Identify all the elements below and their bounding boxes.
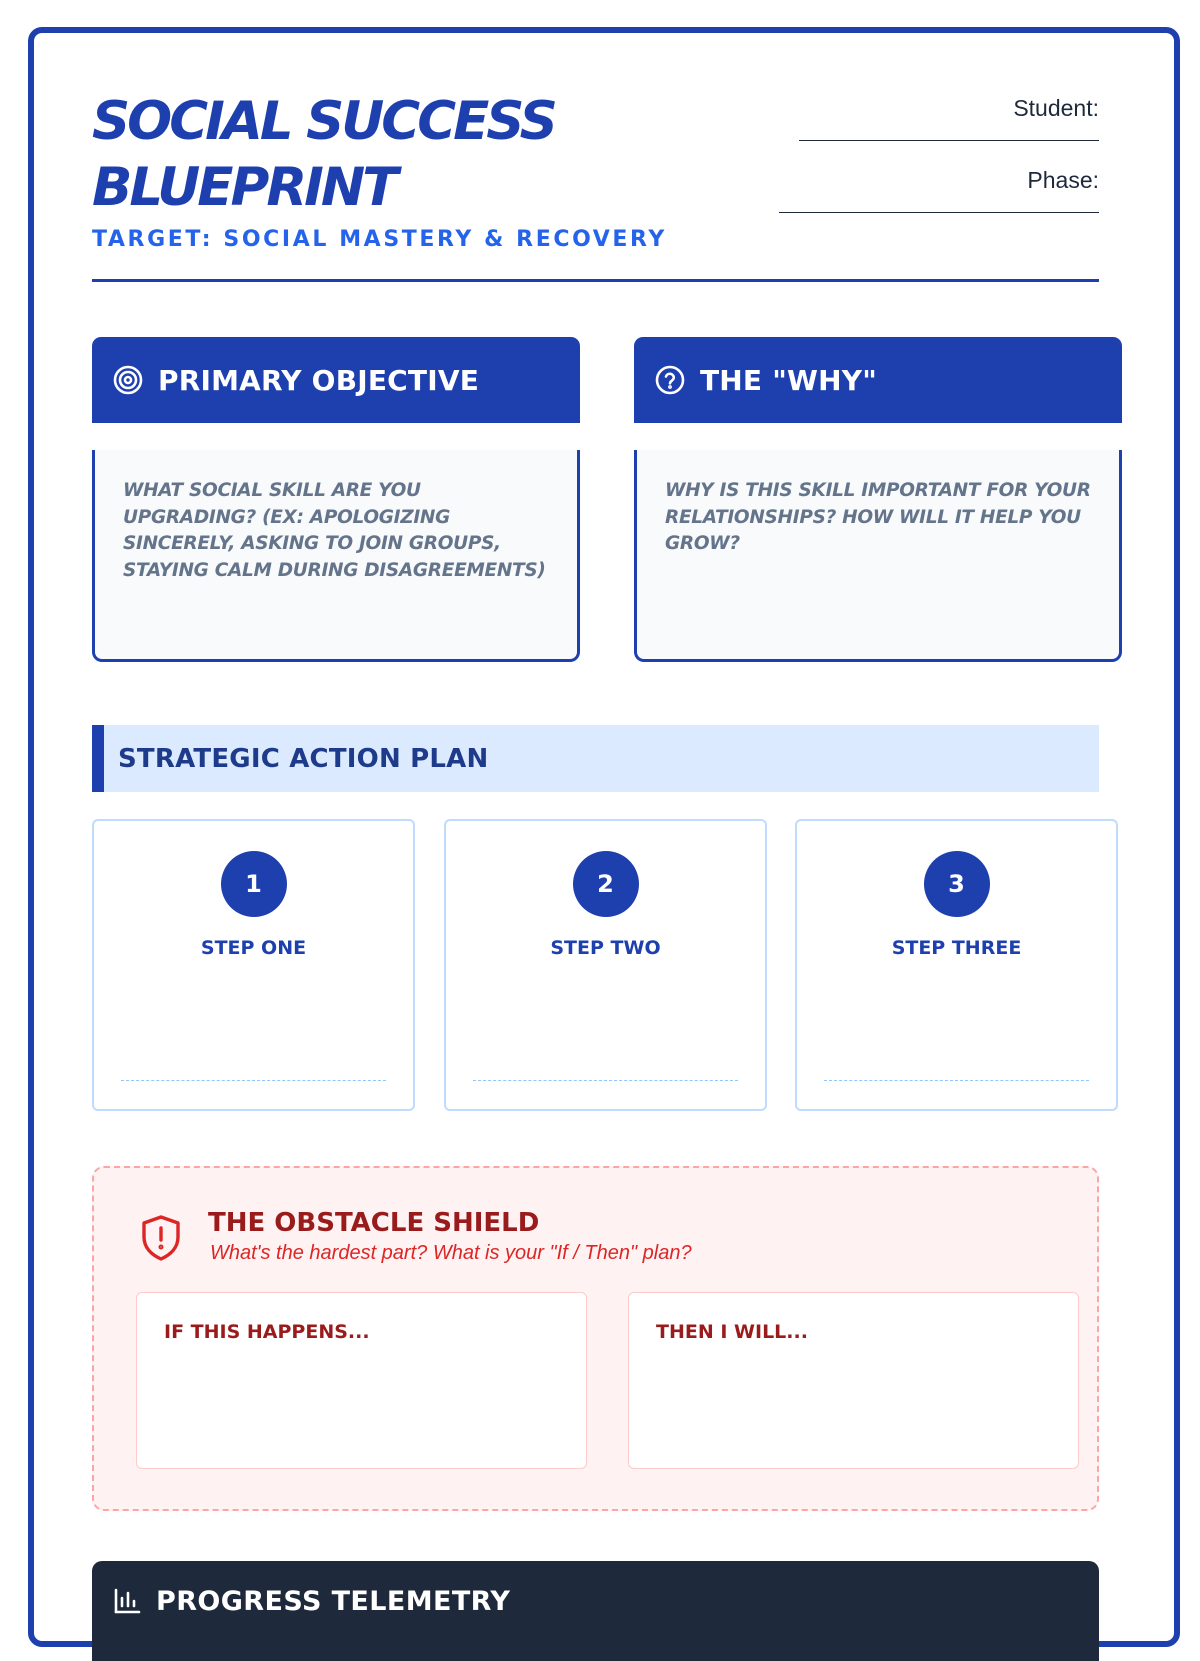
page-title — [92, 89, 692, 221]
primary-objective-field[interactable] — [92, 450, 580, 662]
why-field[interactable] — [634, 450, 1122, 662]
action-plan-title: STRATEGIC ACTION PLAN — [118, 743, 489, 774]
primary-objective-header — [92, 337, 580, 423]
phase-field[interactable] — [779, 193, 1099, 213]
step-writing-line — [473, 1080, 738, 1081]
step-number-badge: 1 — [221, 851, 287, 917]
student-label: Student: — [1013, 95, 1099, 121]
progress-telemetry-title: PROGRESS TELEMETRY — [156, 1586, 511, 1617]
page-subtitle: TARGET: SOCIAL MASTERY & RECOVERY — [92, 227, 667, 252]
if-field[interactable] — [136, 1292, 587, 1469]
obstacle-title: THE OBSTACLE SHIELD — [208, 1208, 540, 1238]
worksheet-content — [92, 33, 1099, 1641]
step-card[interactable] — [795, 819, 1118, 1111]
step-number-badge: 2 — [573, 851, 639, 917]
why-prompt: WHY IS THIS SKILL IMPORTANT FOR YOUR RELATIONSHIPS? HOW WILL IT HELP YOU GROW? — [665, 480, 1091, 554]
student-name-field[interactable] — [799, 121, 1099, 141]
question-circle-icon — [654, 364, 686, 396]
why-label: THE "WHY" — [700, 363, 877, 397]
action-plan-heading — [92, 725, 1099, 792]
step-label: STEP TWO — [550, 937, 661, 959]
step-card[interactable] — [444, 819, 767, 1111]
step-writing-line — [824, 1080, 1089, 1081]
primary-objective-prompt: WHAT SOCIAL SKILL ARE YOU UPGRADING? (EX: APOLOGIZING SINCERELY, ASKING TO JOIN GROUPS, STAYING CALM DURING DISAGREEMENTS) — [123, 480, 546, 581]
why-header — [634, 337, 1122, 423]
header-divider — [92, 279, 1099, 282]
title-line-2: BLUEPRINT — [92, 157, 396, 218]
bar-chart-icon — [112, 1586, 142, 1616]
step-number-badge: 3 — [924, 851, 990, 917]
then-field[interactable] — [628, 1292, 1079, 1469]
step-label: STEP THREE — [891, 937, 1022, 959]
then-label: THEN I WILL... — [656, 1321, 808, 1343]
progress-telemetry-header — [92, 1561, 1099, 1661]
worksheet-page — [28, 27, 1180, 1647]
primary-objective-label: PRIMARY OBJECTIVE — [158, 363, 480, 397]
step-writing-line — [121, 1080, 386, 1081]
obstacle-shield-section — [92, 1166, 1099, 1511]
if-label: IF THIS HAPPENS... — [164, 1321, 370, 1343]
shield-alert-icon — [138, 1213, 184, 1263]
phase-label: Phase: — [1027, 167, 1099, 193]
step-label: STEP ONE — [200, 937, 307, 959]
step-card[interactable] — [92, 819, 415, 1111]
title-line-1: SOCIAL SUCCESS — [92, 91, 555, 152]
student-info — [769, 95, 1099, 239]
target-icon — [112, 364, 144, 396]
obstacle-subtitle: What's the hardest part? What is your "If / Then" plan? — [210, 1242, 692, 1264]
